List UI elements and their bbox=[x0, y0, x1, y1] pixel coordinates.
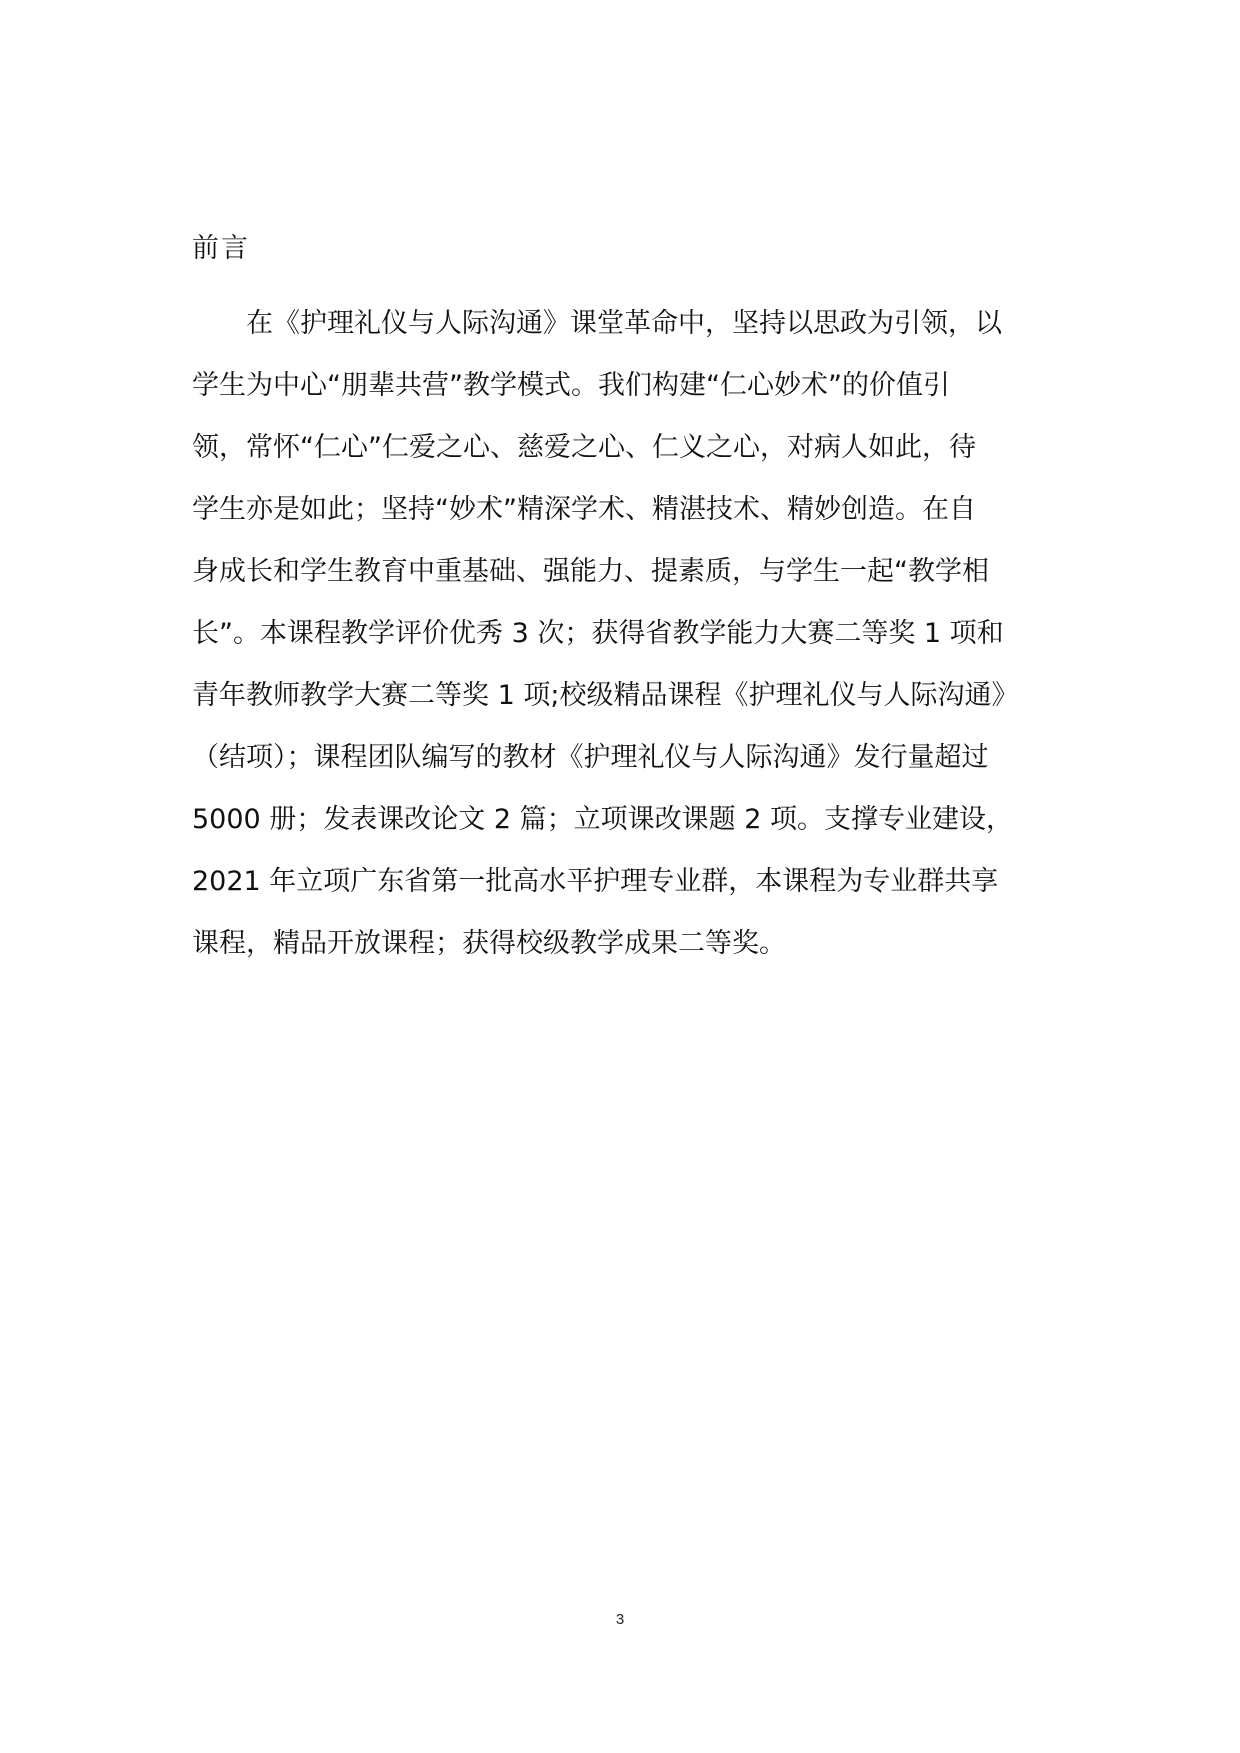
paragraph-line-3: 领，常怀“仁心”仁爱之心、慈爱之心、仁义之心，对病人如此，待 bbox=[192, 432, 976, 463]
paragraph-line-11: 课程，精品开放课程；获得校级教学成果二等奖。 bbox=[192, 928, 786, 959]
paragraph-line-6: 长”。本课程教学评价优秀 3 次；获得省教学能力大赛二等奖 1 项和 bbox=[192, 618, 1004, 649]
page-number: 3 bbox=[615, 1611, 625, 1628]
paragraph-line-1: 在《护理礼仪与人际沟通》课堂革命中，坚持以思政为引领，以 bbox=[246, 308, 1002, 339]
paragraph-line-10: 2021 年立项广东省第一批高水平护理专业群，本课程为专业群共享 bbox=[192, 866, 999, 897]
paragraph-line-7: 青年教师教学大赛二等奖 1 项;校级精品课程《护理礼仪与人际沟通》 bbox=[192, 680, 1019, 711]
paragraph-line-5: 身成长和学生教育中重基础、强能力、提素质，与学生一起“教学相 bbox=[192, 556, 989, 587]
paragraph-line-8: （结项）；课程团队编写的教材《护理礼仪与人际沟通》发行量超过 bbox=[192, 742, 989, 773]
section-heading: 前言 bbox=[192, 233, 250, 264]
paragraph-line-4: 学生亦是如此；坚持“妙术”精深学术、精湛技术、精妙创造。在自 bbox=[192, 494, 976, 525]
paragraph-line-9: 5000 册；发表课改论文 2 篇；立项课改课题 2 项。支撑专业建设， bbox=[192, 804, 1013, 835]
paragraph-line-2: 学生为中心“朋辈共营”教学模式。我们构建“仁心妙术”的价值引 bbox=[192, 370, 950, 401]
body-paragraph bbox=[192, 293, 1052, 975]
